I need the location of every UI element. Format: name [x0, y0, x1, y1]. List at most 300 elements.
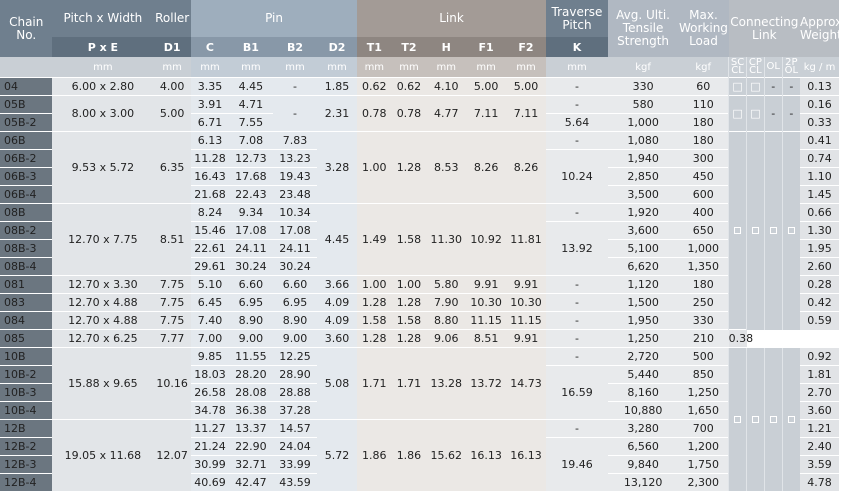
- conn-sc: □: [729, 78, 747, 96]
- chain-no: 08B: [0, 204, 52, 222]
- tensile: 580: [608, 96, 678, 114]
- connecting-link-box-icon: [770, 227, 777, 234]
- working-load: 650: [678, 222, 728, 240]
- chain-no: 08B-4: [0, 258, 52, 276]
- tensile: 13,120: [608, 474, 678, 491]
- conn-2pol: [782, 132, 800, 330]
- traverse-k: -: [546, 204, 608, 222]
- pin-b1: 6.95: [229, 294, 273, 312]
- link-t1: 1.86: [357, 420, 392, 491]
- traverse-k: -: [546, 276, 608, 294]
- tensile: 3,600: [608, 222, 678, 240]
- working-load: 500: [678, 348, 728, 366]
- traverse-k: -: [546, 78, 608, 96]
- pitch-width: 6.00 x 2.80: [52, 78, 153, 96]
- link-f1: 11.15: [466, 312, 506, 330]
- link-f1: 10.92: [466, 204, 506, 276]
- pin-c: 5.10: [191, 276, 229, 294]
- link-h: 4.77: [426, 96, 466, 132]
- pin-b2: 13.23: [273, 150, 317, 168]
- symbol-f2: F2: [506, 37, 546, 57]
- conn-sc: [729, 132, 747, 330]
- pin-c: 7.00: [191, 330, 229, 348]
- table-row: [0, 132, 839, 150]
- conn-sc: □: [729, 96, 747, 132]
- working-load: 250: [678, 294, 728, 312]
- tensile: 1,500: [608, 294, 678, 312]
- link-t1: 0.78: [357, 96, 392, 132]
- tensile: 1,940: [608, 150, 678, 168]
- traverse-k: 5.64: [546, 114, 608, 132]
- unit-tensile: kgf: [608, 57, 678, 78]
- header-pin: Pin: [191, 0, 357, 37]
- working-load: 1,750: [678, 456, 728, 474]
- link-t2: 1.86: [392, 420, 427, 491]
- working-load: 1,000: [678, 240, 728, 258]
- pin-c: 9.85: [191, 348, 229, 366]
- pitch-width: 12.70 x 6.25: [52, 330, 153, 348]
- symbol-b1: B1: [229, 37, 273, 57]
- pin-d2: 4.09: [317, 312, 357, 330]
- link-f2: 10.30: [506, 294, 546, 312]
- tensile: 6,560: [608, 438, 678, 456]
- pin-b2: 28.88: [273, 384, 317, 402]
- roller-d1: 10.16: [153, 348, 191, 420]
- table-row: [0, 204, 839, 222]
- pin-d2: 4.45: [317, 204, 357, 276]
- traverse-k: 16.59: [546, 366, 608, 420]
- working-load: 1,650: [678, 402, 728, 420]
- tensile: 8,160: [608, 384, 678, 402]
- chain-no: 04: [0, 78, 52, 96]
- pitch-width: 12.70 x 3.30: [52, 276, 153, 294]
- unit-pxe: mm: [52, 57, 153, 78]
- chain-no: 084: [0, 312, 52, 330]
- conn-ol: -: [764, 96, 782, 132]
- pin-b1: 30.24: [229, 258, 273, 276]
- pin-b2: 14.57: [273, 420, 317, 438]
- working-load: 600: [678, 186, 728, 204]
- pin-c: 3.91: [191, 96, 229, 114]
- working-load: 330: [678, 312, 728, 330]
- symbol-d1: D1: [153, 37, 191, 57]
- working-load: 210: [678, 330, 728, 348]
- tensile: 330: [608, 78, 678, 96]
- link-t2: 1.00: [392, 276, 427, 294]
- pitch-width: 12.70 x 4.88: [52, 312, 153, 330]
- traverse-k: 19.46: [546, 438, 608, 491]
- header-traverse-pitch: Traverse Pitch: [546, 0, 608, 37]
- tensile: 6,620: [608, 258, 678, 276]
- tensile: 5,100: [608, 240, 678, 258]
- pin-b1: 7.55: [229, 114, 273, 132]
- conn-ol: [764, 348, 782, 491]
- header-pitch-width: Pitch x Width: [52, 0, 153, 37]
- conn-ol: -: [764, 78, 782, 96]
- pin-d2: 2.31: [317, 96, 357, 132]
- weight: 0.41: [800, 132, 839, 150]
- pin-b1: 4.71: [229, 96, 273, 114]
- chain-no: 05B: [0, 96, 52, 114]
- pin-c: 22.61: [191, 240, 229, 258]
- pin-d2: 3.60: [317, 330, 357, 348]
- link-f2: 11.15: [506, 312, 546, 330]
- pin-b2: 28.90: [273, 366, 317, 384]
- connecting-link-box-icon: [788, 227, 795, 234]
- link-f2: 11.81: [506, 204, 546, 276]
- chain-no: 05B-2: [0, 114, 52, 132]
- table-row: [0, 78, 839, 96]
- pin-b2: 19.43: [273, 168, 317, 186]
- link-t1: 0.62: [357, 78, 392, 96]
- chain-no: 10B-2: [0, 366, 52, 384]
- header-row-units: [0, 57, 839, 78]
- pin-b1: 22.90: [229, 438, 273, 456]
- link-h: 7.90: [426, 294, 466, 312]
- pin-c: 21.24: [191, 438, 229, 456]
- pin-b2: 10.34: [273, 204, 317, 222]
- link-t1: 1.00: [357, 276, 392, 294]
- table-row: [0, 294, 839, 312]
- traverse-k: -: [546, 348, 608, 366]
- pin-b2: 33.99: [273, 456, 317, 474]
- roller-d1: 5.00: [153, 96, 191, 132]
- roller-d1: 7.75: [153, 276, 191, 294]
- traverse-k: -: [546, 330, 608, 348]
- conn-ol-label: OL: [764, 57, 782, 78]
- tensile: 3,280: [608, 420, 678, 438]
- chain-no: 08B-2: [0, 222, 52, 240]
- link-f2: 14.73: [506, 348, 546, 420]
- unit-d2: mm: [317, 57, 357, 78]
- pin-c: 29.61: [191, 258, 229, 276]
- working-load: 700: [678, 420, 728, 438]
- pin-d2: 3.28: [317, 132, 357, 204]
- link-h: 5.80: [426, 276, 466, 294]
- pin-c: 3.35: [191, 78, 229, 96]
- pin-b1: 28.20: [229, 366, 273, 384]
- weight: 0.38: [729, 330, 747, 348]
- roller-d1: 6.35: [153, 132, 191, 204]
- traverse-k: -: [546, 420, 608, 438]
- link-t1: 1.71: [357, 348, 392, 420]
- conn-cp: □: [747, 96, 765, 132]
- header-connecting-link: Connecting Link: [729, 0, 800, 57]
- tensile: 10,880: [608, 402, 678, 420]
- pin-b1: 17.08: [229, 222, 273, 240]
- pin-b1: 36.38: [229, 402, 273, 420]
- link-h: 15.62: [426, 420, 466, 491]
- link-t2: 0.62: [392, 78, 427, 96]
- tensile: 1,120: [608, 276, 678, 294]
- pin-b2: 8.90: [273, 312, 317, 330]
- weight: 0.33: [800, 114, 839, 132]
- link-f2: 5.00: [506, 78, 546, 96]
- link-t2: 1.28: [392, 294, 427, 312]
- pin-b2: -: [273, 78, 317, 96]
- weight: 0.28: [800, 276, 839, 294]
- chain-no: 081: [0, 276, 52, 294]
- pin-b1: 6.60: [229, 276, 273, 294]
- pin-c: 11.28: [191, 150, 229, 168]
- chain-no: 10B-4: [0, 402, 52, 420]
- chain-no: 10B-3: [0, 384, 52, 402]
- chain-no: 08B-3: [0, 240, 52, 258]
- pin-c: 16.43: [191, 168, 229, 186]
- table-row: [0, 420, 839, 438]
- header-roller: Roller: [153, 0, 191, 37]
- link-h: 11.30: [426, 204, 466, 276]
- chain-no: 06B: [0, 132, 52, 150]
- link-t1: 1.28: [357, 330, 392, 348]
- weight: 0.74: [800, 150, 839, 168]
- traverse-k: 13.92: [546, 222, 608, 276]
- pin-b1: 13.37: [229, 420, 273, 438]
- pin-c: 30.99: [191, 456, 229, 474]
- pin-b1: 12.73: [229, 150, 273, 168]
- pin-b2: -: [273, 96, 317, 132]
- weight: 1.10: [800, 168, 839, 186]
- unit-b2: mm: [273, 57, 317, 78]
- weight: 0.59: [800, 312, 839, 330]
- pin-b2: 6.60: [273, 276, 317, 294]
- pin-c: 8.24: [191, 204, 229, 222]
- pin-c: 7.40: [191, 312, 229, 330]
- chain-no: 12B-4: [0, 474, 52, 491]
- pin-c: 40.69: [191, 474, 229, 491]
- traverse-k: -: [546, 132, 608, 150]
- connecting-link-box-icon: [788, 416, 795, 423]
- chain-no: 12B-2: [0, 438, 52, 456]
- unit-f2: mm: [506, 57, 546, 78]
- pitch-width: 9.53 x 5.72: [52, 132, 153, 204]
- unit-f1: mm: [466, 57, 506, 78]
- pin-b1: 11.55: [229, 348, 273, 366]
- working-load: 850: [678, 366, 728, 384]
- pin-b1: 17.68: [229, 168, 273, 186]
- conn-2pol: -: [782, 96, 800, 132]
- roller-d1: 4.00: [153, 78, 191, 96]
- tensile: 5,440: [608, 366, 678, 384]
- pitch-width: 19.05 x 11.68: [52, 420, 153, 491]
- link-f2: 7.11: [506, 96, 546, 132]
- pin-c: 15.46: [191, 222, 229, 240]
- conn-cp: [747, 132, 765, 330]
- unit-t2: mm: [392, 57, 427, 78]
- unit-b1: mm: [229, 57, 273, 78]
- conn-cp: [747, 348, 765, 491]
- chain-no: 085: [0, 330, 52, 348]
- conn-2pol: -: [782, 78, 800, 96]
- working-load: 110: [678, 96, 728, 114]
- symbol-h: H: [426, 37, 466, 57]
- connecting-link-box-icon: [752, 416, 759, 423]
- pin-b1: 22.43: [229, 186, 273, 204]
- working-load: 180: [678, 114, 728, 132]
- link-h: 8.53: [426, 132, 466, 204]
- symbol-c: C: [191, 37, 229, 57]
- pin-c: 18.03: [191, 366, 229, 384]
- pin-c: 6.71: [191, 114, 229, 132]
- link-h: 4.10: [426, 78, 466, 96]
- weight: 0.13: [800, 78, 839, 96]
- unit-chain-blank: [0, 57, 52, 78]
- table-row: [0, 348, 839, 366]
- pin-b1: 7.08: [229, 132, 273, 150]
- pin-c: 21.68: [191, 186, 229, 204]
- pin-b1: 8.90: [229, 312, 273, 330]
- chain-no: 10B: [0, 348, 52, 366]
- pin-b2: 24.11: [273, 240, 317, 258]
- pin-b1: 9.34: [229, 204, 273, 222]
- pin-d2: 5.72: [317, 420, 357, 491]
- pin-b2: 43.59: [273, 474, 317, 491]
- pin-b2: 7.83: [273, 132, 317, 150]
- weight: 2.70: [800, 384, 839, 402]
- conn-sc-label: SC CL: [729, 57, 747, 78]
- working-load: 400: [678, 204, 728, 222]
- pin-d2: 4.09: [317, 294, 357, 312]
- unit-c: mm: [191, 57, 229, 78]
- connecting-link-box-icon: [734, 227, 741, 234]
- link-t2: 1.28: [392, 132, 427, 204]
- pin-b2: 17.08: [273, 222, 317, 240]
- working-load: 60: [678, 78, 728, 96]
- pin-c: 34.78: [191, 402, 229, 420]
- roller-d1: 7.75: [153, 312, 191, 330]
- conn-ol: [764, 132, 782, 330]
- conn-2pol-label: 2P OL: [782, 57, 800, 78]
- weight: 1.81: [800, 366, 839, 384]
- unit-load: kgf: [678, 57, 728, 78]
- conn-cp: □: [747, 78, 765, 96]
- tensile: 1,080: [608, 132, 678, 150]
- connecting-link-box-icon: [734, 416, 741, 423]
- symbol-d2: D2: [317, 37, 357, 57]
- link-f2: 16.13: [506, 420, 546, 491]
- link-t2: 1.28: [392, 330, 427, 348]
- weight: 1.95: [800, 240, 839, 258]
- tensile: 1,250: [608, 330, 678, 348]
- link-t2: 0.78: [392, 96, 427, 132]
- tensile: 1,920: [608, 204, 678, 222]
- header-link: Link: [357, 0, 546, 37]
- working-load: 2,300: [678, 474, 728, 491]
- weight: 3.59: [800, 456, 839, 474]
- working-load: 450: [678, 168, 728, 186]
- chain-no: 12B-3: [0, 456, 52, 474]
- link-f1: 8.51: [466, 330, 506, 348]
- pin-b2: 9.00: [273, 330, 317, 348]
- pin-d2: 1.85: [317, 78, 357, 96]
- working-load: 300: [678, 150, 728, 168]
- link-f1: 5.00: [466, 78, 506, 96]
- pin-c: 6.45: [191, 294, 229, 312]
- link-t2: 1.58: [392, 204, 427, 276]
- tensile: 2,720: [608, 348, 678, 366]
- unit-k: mm: [546, 57, 608, 78]
- tensile: 2,850: [608, 168, 678, 186]
- unit-weight: kg / m: [800, 57, 839, 78]
- link-t1: 1.28: [357, 294, 392, 312]
- roller-d1: 8.51: [153, 204, 191, 276]
- connecting-link-box-icon: [752, 227, 759, 234]
- weight: 3.60: [800, 402, 839, 420]
- header-max-working-load: Max. Working Load: [678, 0, 728, 57]
- symbol-f1: F1: [466, 37, 506, 57]
- pin-b1: 9.00: [229, 330, 273, 348]
- pin-b2: 12.25: [273, 348, 317, 366]
- weight: 0.42: [800, 294, 839, 312]
- pitch-width: 12.70 x 7.75: [52, 204, 153, 276]
- link-f1: 8.26: [466, 132, 506, 204]
- weight: 0.66: [800, 204, 839, 222]
- pin-b2: 37.28: [273, 402, 317, 420]
- header-approx-weight: Approx. Weight: [800, 0, 839, 57]
- link-t1: 1.58: [357, 312, 392, 330]
- chain-no: 06B-2: [0, 150, 52, 168]
- connecting-link-box-icon: [770, 416, 777, 423]
- working-load: 1,250: [678, 384, 728, 402]
- weight: 1.30: [800, 222, 839, 240]
- roller-d1: 7.75: [153, 294, 191, 312]
- working-load: 1,200: [678, 438, 728, 456]
- weight: 1.21: [800, 420, 839, 438]
- pin-c: 26.58: [191, 384, 229, 402]
- symbol-pxe: P x E: [52, 37, 153, 57]
- link-f1: 7.11: [466, 96, 506, 132]
- pin-d2: 5.08: [317, 348, 357, 420]
- working-load: 180: [678, 132, 728, 150]
- symbol-b2: B2: [273, 37, 317, 57]
- chain-no: 12B: [0, 420, 52, 438]
- tensile: 1,950: [608, 312, 678, 330]
- symbol-t1: T1: [357, 37, 392, 57]
- pin-c: 6.13: [191, 132, 229, 150]
- pin-b2: 23.48: [273, 186, 317, 204]
- pin-b2: 24.04: [273, 438, 317, 456]
- link-f2: 9.91: [506, 330, 546, 348]
- header-avg-ulti-tensile: Avg. Ulti. Tensile Strength: [608, 0, 678, 57]
- tensile: 3,500: [608, 186, 678, 204]
- link-f2: 9.91: [506, 276, 546, 294]
- chain-no: 06B-3: [0, 168, 52, 186]
- table-row: [0, 96, 839, 114]
- pin-c: 11.27: [191, 420, 229, 438]
- pin-b1: 24.11: [229, 240, 273, 258]
- roller-d1: 7.77: [153, 330, 191, 348]
- pin-b1: 32.71: [229, 456, 273, 474]
- working-load: 180: [678, 276, 728, 294]
- pin-d2: 3.66: [317, 276, 357, 294]
- pin-b1: 42.47: [229, 474, 273, 491]
- link-t1: 1.00: [357, 132, 392, 204]
- link-t2: 1.58: [392, 312, 427, 330]
- pin-b2: 6.95: [273, 294, 317, 312]
- link-h: 13.28: [426, 348, 466, 420]
- weight: 2.60: [800, 258, 839, 276]
- working-load: 1,350: [678, 258, 728, 276]
- unit-h: mm: [426, 57, 466, 78]
- link-f1: 10.30: [466, 294, 506, 312]
- link-f2: 8.26: [506, 132, 546, 204]
- unit-d1: mm: [153, 57, 191, 78]
- traverse-k: -: [546, 294, 608, 312]
- table-row: [0, 276, 839, 294]
- table-row: [0, 312, 839, 330]
- link-f1: 16.13: [466, 420, 506, 491]
- header-chain-no: Chain No.: [0, 0, 52, 57]
